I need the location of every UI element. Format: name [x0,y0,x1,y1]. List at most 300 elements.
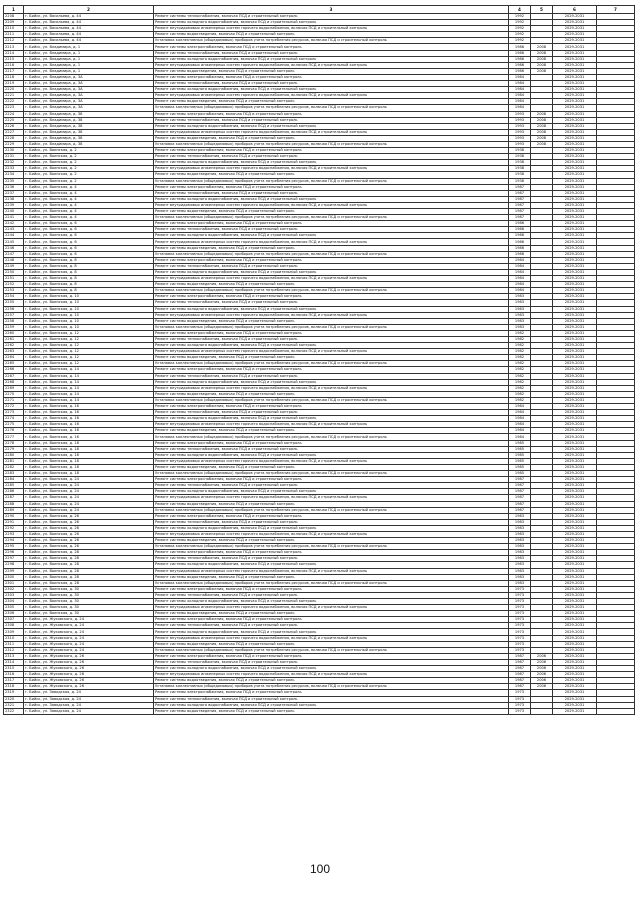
year-renovated-cell: 2008 [531,111,553,117]
work-type-cell: Ремонт системы теплоснабжения, включая ПСД и строительный контроль [154,81,509,87]
year-built-cell: 1993 [509,135,531,141]
row-number-cell: 2286 [4,489,24,495]
work-type-cell: Ремонт внутридомовых инженерных систем горячего водоснабжения, включая ПСД и строительный контроль [154,26,509,32]
address-cell: г. Бийск, ул. Заводская, д. 24 [24,690,154,696]
year-renovated-cell: 2008 [531,62,553,68]
work-type-cell: Ремонт системы электроснабжения, включая ПСД и строительный контроль [154,367,509,373]
planned-period-cell: 2029-2031 [553,605,597,611]
address-cell: г. Бийск, ул. Воинская, д. 4 [24,209,154,215]
year-built-cell: 1984 [509,416,531,422]
row-number-cell: 2235 [4,178,24,184]
work-type-cell: Ремонт системы теплоснабжения, включая ПСД и строительный контроль [154,519,509,525]
row-number-cell: 2320 [4,696,24,702]
row-number-cell: 2285 [4,483,24,489]
row-number-cell: 2295 [4,544,24,550]
row-number-cell: 2210 [4,26,24,32]
planned-period-cell: 2029-2031 [553,483,597,489]
year-built-cell: 1987 [509,653,531,659]
address-cell: г. Бийск, ул. Воинская, д. 6 [24,245,154,251]
year-built-cell: 1984 [509,93,531,99]
year-built-cell: 1985 [509,452,531,458]
address-cell: г. Бийск, ул. Воинская, д. 28 [24,550,154,556]
header-col-3: 3 [154,6,509,14]
planned-period-cell: 2029-2031 [553,416,597,422]
address-cell: г. Бийск, ул. Владимира, д. 1 [24,44,154,50]
year-built-cell: 1973 [509,708,531,714]
address-cell: г. Бийск, ул. Воинская, д. 14 [24,379,154,385]
year-built-cell: 1984 [509,81,531,87]
planned-period-cell: 2029-2031 [553,580,597,586]
work-type-cell: Ремонт системы электроснабжения, включая ПСД и строительный контроль [154,513,509,519]
year-built-cell: 1973 [509,647,531,653]
planned-period-cell: 2029-2031 [553,379,597,385]
year-built-cell: 1938 [509,148,531,154]
planned-period-cell: 2029-2031 [553,373,597,379]
year-built-cell: 1986 [509,251,531,257]
work-type-cell: Установка коллективных (общедомовых) приборов учета потребления ресурсов, включая ПСД и строительный контроль [154,288,509,294]
address-cell: г. Бийск, ул. Воинская, д. 16 [24,416,154,422]
work-type-cell: Ремонт системы водоотведения, включая ПСД и строительный контроль [154,135,509,141]
planned-period-cell: 2029-2031 [553,221,597,227]
work-type-cell: Ремонт внутридомовых инженерных систем горячего водоснабжения, включая ПСД и строительный контроль [154,495,509,501]
address-cell: г. Бийск, ул. Владимира, д. 1 [24,50,154,56]
address-cell: г. Бийск, ул. Воинская, д. 4 [24,184,154,190]
address-cell: г. Бийск, ул. Воинская, д. 28 [24,580,154,586]
row-number-cell: 2305 [4,605,24,611]
planned-period-cell: 2029-2031 [553,489,597,495]
year-built-cell: 1973 [509,635,531,641]
address-cell: г. Бийск, ул. Воинская, д. 12 [24,330,154,336]
work-type-cell: Ремонт системы теплоснабжения, включая ПСД и строительный контроль [154,14,509,20]
row-number-cell: 2291 [4,519,24,525]
year-built-cell: 1987 [509,501,531,507]
year-renovated-cell: 2006 [531,678,553,684]
year-built-cell: 1987 [509,666,531,672]
work-type-cell: Ремонт системы теплоснабжения, включая ПСД и строительный контроль [154,300,509,306]
work-type-cell: Ремонт системы холодного водоснабжения, включая ПСД и строительный контроль [154,56,509,62]
planned-period-cell: 2029-2031 [553,471,597,477]
work-type-cell: Ремонт системы теплоснабжения, включая ПСД и строительный контроль [154,373,509,379]
row-number-cell: 2296 [4,550,24,556]
planned-period-cell: 2029-2031 [553,464,597,470]
address-cell: г. Бийск, ул. Владимира, д. 38 [24,141,154,147]
address-cell: г. Бийск, ул. Владимира, д. 3А [24,93,154,99]
planned-period-cell: 2029-2031 [553,550,597,556]
address-cell: г. Бийск, ул. Воинская, д. 14 [24,385,154,391]
address-cell: г. Бийск, ул. Воинская, д. 4 [24,196,154,202]
work-type-cell: Ремонт системы холодного водоснабжения, включая ПСД и строительный контроль [154,20,509,26]
work-type-cell: Ремонт системы электроснабжения, включая ПСД и строительный контроль [154,440,509,446]
planned-period-cell: 2029-2031 [553,202,597,208]
planned-period-cell: 2029-2031 [553,233,597,239]
year-built-cell: 1984 [509,257,531,263]
row-number-cell: 2300 [4,574,24,580]
address-cell: г. Бийск, ул. Жуковского, д. 26 [24,666,154,672]
address-cell: г. Бийск, ул. Владимира, д. 1 [24,56,154,62]
planned-period-cell: 2029-2031 [553,276,597,282]
year-built-cell: 1984 [509,276,531,282]
address-cell: г. Бийск, ул. Воинская, д. 28 [24,568,154,574]
year-built-cell: 1993 [509,129,531,135]
row-number-cell: 2289 [4,507,24,513]
planned-period-cell: 2029-2031 [553,74,597,80]
year-built-cell: 1938 [509,178,531,184]
row-number-cell: 2259 [4,324,24,330]
work-type-cell: Ремонт системы электроснабжения, включая ПСД и строительный контроль [154,257,509,263]
address-cell: г. Бийск, ул. Васильева, д. 44 [24,38,154,44]
planned-period-cell: 2029-2031 [553,696,597,702]
year-built-cell: 1983 [509,318,531,324]
planned-period-cell: 2029-2031 [553,592,597,598]
address-cell: г. Бийск, ул. Жуковского, д. 26 [24,659,154,665]
planned-period-cell: 2029-2031 [553,531,597,537]
year-built-cell: 1986 [509,44,531,50]
year-built-cell: 1992 [509,26,531,32]
address-cell: г. Бийск, ул. Владимира, д. 3А [24,87,154,93]
row-number-cell: 2264 [4,355,24,361]
planned-period-cell: 2029-2031 [553,239,597,245]
work-type-cell: Ремонт системы холодного водоснабжения, включая ПСД и строительный контроль [154,416,509,422]
row-number-cell: 2309 [4,629,24,635]
year-built-cell: 1987 [509,184,531,190]
row-number-cell: 2217 [4,68,24,74]
planned-period-cell: 2029-2031 [553,513,597,519]
address-cell: г. Бийск, ул. Воинская, д. 10 [24,306,154,312]
planned-period-cell: 2029-2031 [553,599,597,605]
planned-period-cell: 2029-2031 [553,105,597,111]
planned-period-cell: 2029-2031 [553,324,597,330]
planned-period-cell: 2029-2031 [553,288,597,294]
row-number-cell: 2213 [4,44,24,50]
work-type-cell: Ремонт системы электроснабжения, включая ПСД и строительный контроль [154,111,509,117]
planned-period-cell: 2029-2031 [553,458,597,464]
planned-period-cell: 2029-2031 [553,56,597,62]
row-number-cell: 2269 [4,385,24,391]
year-built-cell: 1973 [509,617,531,623]
work-type-cell: Установка коллективных (общедомовых) приборов учета потребления ресурсов, включая ПСД и строительный контроль [154,141,509,147]
year-built-cell: 1987 [509,684,531,690]
work-type-cell: Ремонт системы электроснабжения, включая ПСД и строительный контроль [154,184,509,190]
year-built-cell: 1982 [509,361,531,367]
address-cell: г. Бийск, ул. Воинская, д. 26 [24,544,154,550]
planned-period-cell: 2029-2031 [553,568,597,574]
year-built-cell: 1984 [509,263,531,269]
row-number-cell: 2224 [4,111,24,117]
planned-period-cell: 2029-2031 [553,135,597,141]
work-type-cell: Установка коллективных (общедомовых) приборов учета потребления ресурсов, включая ПСД и строительный контроль [154,105,509,111]
year-built-cell: 1984 [509,282,531,288]
planned-period-cell: 2029-2031 [553,20,597,26]
work-type-cell: Ремонт системы электроснабжения, включая ПСД и строительный контроль [154,44,509,50]
row-number-cell: 2268 [4,379,24,385]
year-built-cell: 1973 [509,623,531,629]
planned-period-cell: 2029-2031 [553,574,597,580]
work-type-cell: Ремонт системы водоотведения, включая ПСД и строительный контроль [154,641,509,647]
year-built-cell: 1983 [509,519,531,525]
address-cell: г. Бийск, ул. Воинская, д. 24 [24,489,154,495]
row-number-cell: 2281 [4,458,24,464]
address-cell: г. Бийск, ул. Воинская, д. 16 [24,404,154,410]
row-number-cell: 2239 [4,202,24,208]
address-cell: г. Бийск, ул. Воинская, д. 2 [24,172,154,178]
work-type-cell: Установка коллективных (общедомовых) приборов учета потребления ресурсов, включая ПСД и строительный контроль [154,178,509,184]
address-cell: г. Бийск, ул. Воинская, д. 6 [24,251,154,257]
year-built-cell: 1992 [509,32,531,38]
year-built-cell: 1984 [509,87,531,93]
year-built-cell: 1982 [509,397,531,403]
row-number-cell: 2297 [4,556,24,562]
address-cell: г. Бийск, ул. Воинская, д. 26 [24,519,154,525]
row-number-cell: 2216 [4,62,24,68]
planned-period-cell: 2029-2031 [553,178,597,184]
year-built-cell: 1983 [509,556,531,562]
address-cell: г. Бийск, ул. Воинская, д. 2 [24,148,154,154]
row-number-cell: 2241 [4,215,24,221]
work-type-cell: Установка коллективных (общедомовых) приборов учета потребления ресурсов, включая ПСД и строительный контроль [154,544,509,550]
year-renovated-cell: 2006 [531,659,553,665]
planned-period-cell: 2029-2031 [553,434,597,440]
year-built-cell: 1986 [509,233,531,239]
work-type-cell: Ремонт системы водоотведения, включая ПСД и строительный контроль [154,99,509,105]
planned-period-cell: 2029-2031 [553,397,597,403]
planned-period-cell: 2029-2031 [553,385,597,391]
planned-period-cell: 2029-2031 [553,306,597,312]
row-number-cell: 2232 [4,160,24,166]
year-built-cell: 1985 [509,440,531,446]
planned-period-cell: 2029-2031 [553,26,597,32]
row-number-cell: 2258 [4,318,24,324]
address-cell: г. Бийск, ул. Воинская, д. 28 [24,562,154,568]
work-type-cell: Ремонт системы холодного водоснабжения, включая ПСД и строительный контроль [154,525,509,531]
row-number-cell: 2257 [4,312,24,318]
work-type-cell: Ремонт системы холодного водоснабжения, включая ПСД и строительный контроль [154,343,509,349]
year-built-cell: 1973 [509,641,531,647]
address-cell: г. Бийск, ул. Воинская, д. 30 [24,605,154,611]
address-cell: г. Бийск, ул. Жуковского, д. 26 [24,672,154,678]
page-number: 100 [309,862,331,876]
year-built-cell: 1987 [509,507,531,513]
row-number-cell: 2277 [4,434,24,440]
row-number-cell: 2247 [4,251,24,257]
address-cell: г. Бийск, ул. Воинская, д. 16 [24,410,154,416]
planned-period-cell: 2029-2031 [553,99,597,105]
row-number-cell: 2234 [4,172,24,178]
work-type-cell: Ремонт системы водоотведения, включая ПСД и строительный контроль [154,318,509,324]
work-type-cell: Ремонт системы электроснабжения, включая ПСД и строительный контроль [154,330,509,336]
planned-period-cell: 2029-2031 [553,166,597,172]
row-number-cell: 2208 [4,14,24,20]
work-type-cell: Ремонт системы электроснабжения, включая ПСД и строительный контроль [154,586,509,592]
address-cell: г. Бийск, ул. Воинская, д. 30 [24,611,154,617]
planned-period-cell: 2029-2031 [553,629,597,635]
planned-period-cell: 2029-2031 [553,562,597,568]
work-type-cell: Установка коллективных (общедомовых) приборов учета потребления ресурсов, включая ПСД и строительный контроль [154,434,509,440]
row-number-cell: 2245 [4,239,24,245]
planned-period-cell: 2029-2031 [553,32,597,38]
row-number-cell: 2317 [4,678,24,684]
year-built-cell: 1986 [509,50,531,56]
work-type-cell: Ремонт системы теплоснабжения, включая ПСД и строительный контроль [154,50,509,56]
work-type-cell: Ремонт внутридомовых инженерных систем горячего водоснабжения, включая ПСД и строительный контроль [154,422,509,428]
address-cell: г. Бийск, ул. Васильева, д. 44 [24,20,154,26]
planned-period-cell: 2029-2031 [553,690,597,696]
row-number-cell: 2256 [4,306,24,312]
row-number-cell: 2270 [4,391,24,397]
work-type-cell: Ремонт системы электроснабжения, включая ПСД и строительный контроль [154,148,509,154]
address-cell: г. Бийск, ул. Воинская, д. 26 [24,531,154,537]
year-built-cell: 1983 [509,568,531,574]
year-renovated-cell: 2008 [531,68,553,74]
work-type-cell: Ремонт системы теплоснабжения, включая ПСД и строительный контроль [154,592,509,598]
work-type-cell: Ремонт системы теплоснабжения, включая ПСД и строительный контроль [154,227,509,233]
work-type-cell: Ремонт системы водоотведения, включая ПСД и строительный контроль [154,32,509,38]
planned-period-cell: 2029-2031 [553,227,597,233]
work-type-cell: Ремонт системы электроснабжения, включая ПСД и строительный контроль [154,221,509,227]
year-built-cell: 1983 [509,525,531,531]
work-type-cell: Ремонт внутридомовых инженерных систем горячего водоснабжения, включая ПСД и строительный контроль [154,568,509,574]
work-type-cell: Ремонт внутридомовых инженерных систем горячего водоснабжения, включая ПСД и строительный контроль [154,531,509,537]
row-number-cell: 2290 [4,513,24,519]
address-cell: г. Бийск, ул. Воинская, д. 18 [24,440,154,446]
address-cell: г. Бийск, ул. Владимира, д. 38 [24,111,154,117]
year-built-cell: 1983 [509,574,531,580]
year-built-cell: 1987 [509,190,531,196]
work-type-cell: Ремонт системы холодного водоснабжения, включая ПСД и строительный контроль [154,702,509,708]
address-cell: г. Бийск, ул. Жуковского, д. 24 [24,647,154,653]
year-built-cell: 1983 [509,306,531,312]
row-number-cell: 2240 [4,209,24,215]
address-cell: г. Бийск, ул. Жуковского, д. 24 [24,617,154,623]
year-renovated-cell: 2008 [531,50,553,56]
planned-period-cell: 2029-2031 [553,62,597,68]
row-number-cell: 2209 [4,20,24,26]
address-cell: г. Бийск, ул. Воинская, д. 12 [24,355,154,361]
planned-period-cell: 2029-2031 [553,586,597,592]
address-cell: г. Бийск, ул. Воинская, д. 8 [24,282,154,288]
work-type-cell: Ремонт системы теплоснабжения, включая ПСД и строительный контроль [154,263,509,269]
year-built-cell: 1987 [509,196,531,202]
year-built-cell: 1992 [509,20,531,26]
address-cell: г. Бийск, ул. Воинская, д. 26 [24,538,154,544]
row-number-cell: 2306 [4,611,24,617]
planned-period-cell: 2029-2031 [553,495,597,501]
planned-period-cell: 2029-2031 [553,653,597,659]
row-number-cell: 2314 [4,659,24,665]
planned-period-cell: 2029-2031 [553,672,597,678]
address-cell: г. Бийск, ул. Владимира, д. 1 [24,68,154,74]
address-cell: г. Бийск, ул. Воинская, д. 2 [24,178,154,184]
planned-period-cell: 2029-2031 [553,611,597,617]
planned-period-cell: 2029-2031 [553,111,597,117]
work-type-cell: Установка коллективных (общедомовых) приборов учета потребления ресурсов, включая ПСД и строительный контроль [154,397,509,403]
year-renovated-cell: 2008 [531,56,553,62]
year-built-cell: 1983 [509,294,531,300]
year-renovated-cell: 2008 [531,135,553,141]
address-cell: г. Бийск, ул. Воинская, д. 8 [24,263,154,269]
year-renovated-cell: 2008 [531,141,553,147]
planned-period-cell: 2029-2031 [553,336,597,342]
year-renovated-cell: 2008 [531,123,553,129]
planned-period-cell: 2029-2031 [553,641,597,647]
row-number-cell: 2271 [4,397,24,403]
work-type-cell: Ремонт системы электроснабжения, включая ПСД и строительный контроль [154,653,509,659]
row-number-cell: 2243 [4,227,24,233]
work-type-cell: Ремонт внутридомовых инженерных систем горячего водоснабжения, включая ПСД и строительный контроль [154,93,509,99]
address-cell: г. Бийск, ул. Воинская, д. 8 [24,257,154,263]
planned-period-cell: 2029-2031 [553,141,597,147]
planned-period-cell: 2029-2031 [553,294,597,300]
row-number-cell: 2303 [4,592,24,598]
planned-period-cell: 2029-2031 [553,257,597,263]
address-cell: г. Бийск, ул. Воинская, д. 18 [24,464,154,470]
address-cell: г. Бийск, ул. Жуковского, д. 26 [24,684,154,690]
work-type-cell: Ремонт системы водоотведения, включая ПСД и строительный контроль [154,282,509,288]
address-cell: г. Бийск, ул. Воинская, д. 14 [24,391,154,397]
row-number-cell: 2319 [4,690,24,696]
row-number-cell: 2293 [4,531,24,537]
table-header [4,6,635,14]
planned-period-cell: 2029-2031 [553,190,597,196]
planned-period-cell: 2029-2031 [553,343,597,349]
year-built-cell: 1986 [509,227,531,233]
row-number-cell: 2278 [4,440,24,446]
address-cell: г. Бийск, ул. Васильева, д. 44 [24,26,154,32]
planned-period-cell: 2029-2031 [553,525,597,531]
planned-period-cell: 2029-2031 [553,678,597,684]
planned-period-cell: 2029-2031 [553,647,597,653]
row-number-cell: 2311 [4,641,24,647]
year-built-cell: 1983 [509,562,531,568]
row-number-cell: 2221 [4,93,24,99]
address-cell: г. Бийск, ул. Жуковского, д. 26 [24,653,154,659]
address-cell: г. Бийск, ул. Воинская, д. 12 [24,361,154,367]
address-cell: г. Бийск, ул. Воинская, д. 10 [24,318,154,324]
planned-period-cell: 2029-2031 [553,556,597,562]
row-number-cell: 2302 [4,586,24,592]
work-type-cell: Ремонт системы холодного водоснабжения, включая ПСД и строительный контроль [154,562,509,568]
year-built-cell: 1987 [509,659,531,665]
row-number-cell: 2242 [4,221,24,227]
row-number-cell: 2266 [4,367,24,373]
row-number-cell: 2233 [4,166,24,172]
year-built-cell: 1993 [509,117,531,123]
planned-period-cell: 2029-2031 [553,318,597,324]
year-built-cell: 1993 [509,123,531,129]
year-built-cell: 1987 [509,202,531,208]
work-type-cell: Ремонт внутридомовых инженерных систем горячего водоснабжения, включая ПСД и строительный контроль [154,312,509,318]
year-built-cell: 1987 [509,489,531,495]
year-built-cell: 1982 [509,355,531,361]
planned-period-cell: 2029-2031 [553,702,597,708]
work-type-cell: Ремонт системы холодного водоснабжения, включая ПСД и строительный контроль [154,599,509,605]
address-cell: г. Бийск, ул. Владимира, д. 3А [24,74,154,80]
year-built-cell: 1938 [509,160,531,166]
address-cell: г. Бийск, ул. Владимира, д. 38 [24,129,154,135]
row-number-cell: 2280 [4,452,24,458]
year-renovated-cell [531,708,553,714]
work-type-cell: Ремонт системы холодного водоснабжения, включая ПСД и строительный контроль [154,87,509,93]
row-number-cell: 2229 [4,141,24,147]
year-built-cell: 1973 [509,611,531,617]
year-renovated-cell: 2008 [531,44,553,50]
row-number-cell: 2298 [4,562,24,568]
year-built-cell: 1938 [509,154,531,160]
planned-period-cell: 2029-2031 [553,330,597,336]
work-type-cell: Ремонт системы холодного водоснабжения, включая ПСД и строительный контроль [154,629,509,635]
work-type-cell: Ремонт системы водоотведения, включая ПСД и строительный контроль [154,611,509,617]
address-cell: г. Бийск, ул. Воинская, д. 24 [24,501,154,507]
address-cell: г. Бийск, ул. Воинская, д. 30 [24,592,154,598]
